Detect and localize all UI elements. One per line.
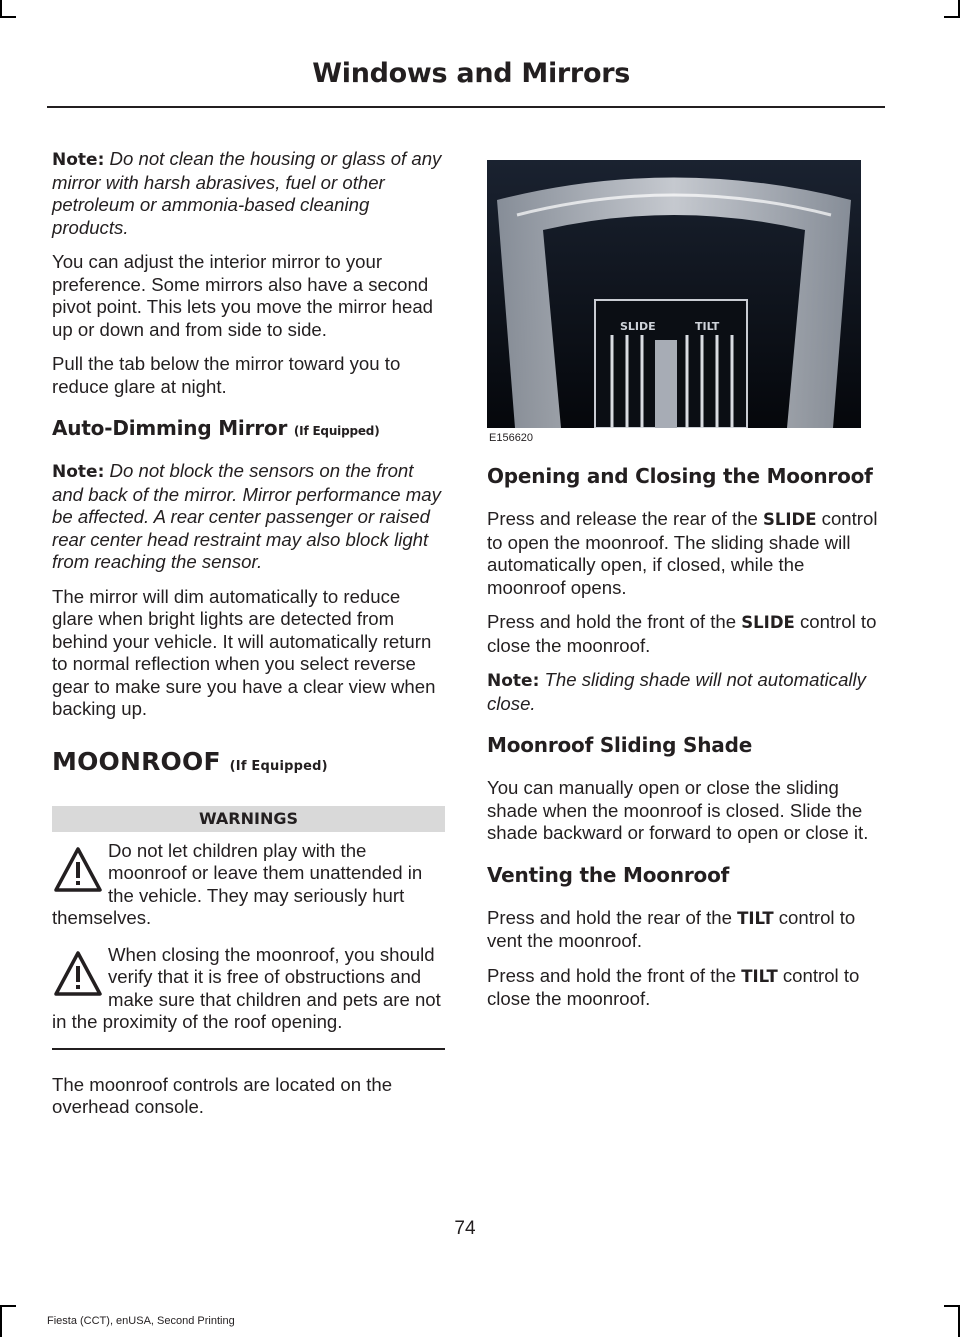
crop-mark — [0, 0, 2, 16]
crop-mark — [944, 16, 960, 18]
footer-edition: Fiesta (CCT), enUSA, Second Printing — [47, 1315, 235, 1327]
note-text: The sliding shade will not automatically close. — [487, 669, 866, 714]
warning-triangle-icon — [54, 846, 102, 894]
control-name: SLIDE — [762, 510, 817, 529]
warnings-divider — [52, 1048, 445, 1050]
header-divider — [47, 106, 885, 108]
warning-children — [52, 840, 445, 930]
note-text: Do not clean the housing or glass of any mirror with harsh abrasives, fuel or other petroleum or ammonia-based cleaning products. — [52, 148, 442, 238]
note-label: Note: — [487, 671, 540, 691]
heading-suffix: (If Equipped) — [229, 758, 328, 774]
control-name: TILT — [741, 966, 778, 986]
text: control to close the moonroof. — [487, 611, 877, 656]
text: Press and release the rear of the — [487, 508, 763, 529]
note-cleaning — [52, 148, 445, 239]
text: control to vent the moonroof. — [487, 906, 856, 951]
crop-mark — [0, 1305, 16, 1307]
crop-mark — [0, 16, 16, 18]
figure-caption: E156620 — [489, 432, 534, 444]
paragraph-vent — [487, 907, 880, 953]
slide-control-label: SLIDE — [620, 320, 656, 333]
paragraph-adjust-mirror: You can adjust the interior mirror to your preference. Some mirrors also have a second pivot point. This lets you move the mirror head up or down and from side to side. — [52, 251, 434, 340]
note-label: Note: — [52, 462, 105, 482]
heading-venting: Venting the Moonroof — [487, 862, 730, 887]
warning-obstructions — [52, 944, 445, 1034]
warning-text: When closing the moonroof, you should verify that it is free of obstructions and make sure that children and pets are not in the proximity of the roof opening. — [52, 943, 441, 1032]
heading-suffix: (If Equipped) — [293, 424, 380, 438]
text: control to open the moonroof. The sliding shade will automatically open, if closed, while the moonroof opens. — [487, 508, 878, 598]
text: Press and hold the front of the — [487, 611, 742, 632]
note-text: Do not block the sensors on the front and back of the mirror. Mirror performance may be affected. A rear center passenger or raised rear center head restraint may also block light from reaching the sensor. — [52, 460, 441, 572]
control-name: SLIDE — [741, 613, 795, 632]
page-header-title: Windows and Mirrors — [312, 58, 630, 89]
paragraph-close-moonroof — [487, 611, 880, 657]
heading-opening-closing: Opening and Closing the Moonroof — [487, 464, 873, 488]
heading-auto-dimming — [52, 416, 445, 440]
paragraph-open-moonroof — [487, 508, 880, 599]
paragraph-sliding-shade: You can manually open or close the sliding shade when the moonroof is closed. Slide the shade backward or forward to open or close it. — [487, 777, 869, 843]
left-column — [52, 148, 445, 1131]
tilt-control-label: TILT — [695, 320, 720, 333]
paragraph-pull-tab: Pull the tab below the mirror toward you to reduce glare at night. — [52, 353, 401, 397]
heading-moonroof — [52, 747, 445, 776]
text: control to close the moonroof. — [487, 964, 860, 1009]
paragraph-auto-dim: The mirror will dim automatically to reduce glare when bright lights are detected from behind your vehicle. It will automatically return to normal reflection when you select reverse gear to make sure you have a clear view when backing up. — [52, 585, 436, 719]
paragraph-vent-close — [487, 965, 880, 1011]
heading-text: MOONROOF — [52, 746, 221, 776]
heading-text: Auto-Dimming Mirror — [52, 416, 288, 440]
overhead-console-illustration — [487, 160, 861, 428]
text: Press and hold the front of the — [487, 964, 742, 986]
heading-sliding-shade: Moonroof Sliding Shade — [487, 733, 753, 757]
warning-text: Do not let children play with the moonroof or leave them unattended in the vehicle. They may seriously hurt themselves. — [52, 839, 423, 928]
paragraph-controls-location: The moonroof controls are located on the overhead console. — [52, 1073, 393, 1117]
control-name: TILT — [737, 908, 774, 928]
text: Press and hold the rear of the — [487, 906, 738, 928]
page-number: 74 — [454, 1218, 476, 1239]
right-column — [487, 160, 880, 1023]
note-shade — [487, 669, 880, 715]
note-label: Note: — [52, 150, 105, 170]
overhead-console-image — [487, 160, 861, 428]
warning-triangle-icon — [54, 950, 102, 998]
note-sensors — [52, 460, 445, 574]
crop-mark — [0, 1307, 2, 1337]
warnings-header: WARNINGS — [52, 806, 445, 832]
crop-mark — [944, 1305, 960, 1307]
